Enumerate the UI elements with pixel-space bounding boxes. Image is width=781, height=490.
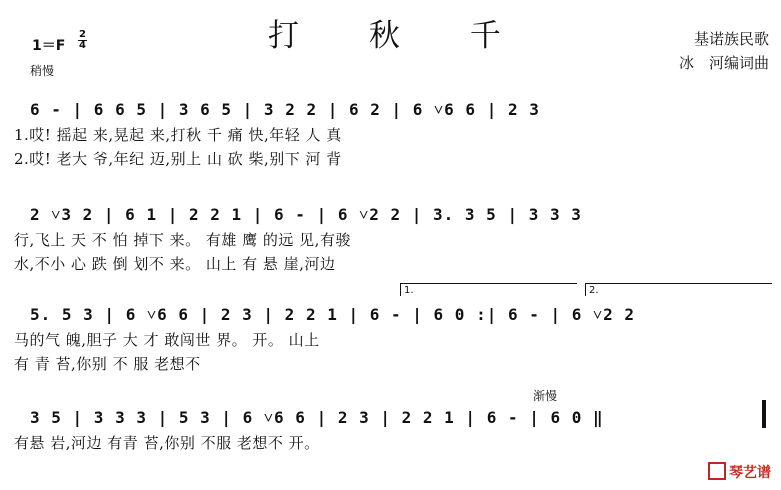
time-signature-bottom: 4	[79, 40, 86, 51]
lyric-verse-1: 行,飞上 天 不 怕 掉下 来。 有雄 鹰 的远 见,有骏	[14, 231, 351, 249]
logo-icon	[708, 462, 726, 480]
tempo-marking-end: 渐慢	[533, 389, 558, 403]
credit-origin: 基诺族民歌	[693, 30, 769, 48]
time-signature	[78, 30, 87, 51]
lyric-verse-2: 2.哎! 老大 爷,年纪 迈,别上 山 砍 柴,别下 河 背	[14, 150, 342, 168]
notes-line: 6 - | 6 6 5 | 3 6 5 | 3 2 2 | 6 2 | 6 ˅6 6 | 2 3	[30, 100, 540, 119]
time-signature-top: 2	[79, 29, 86, 40]
lyric-verse-1: 有悬 岩,河边 有青 苔,你别 不服 老想不 开。	[14, 434, 320, 452]
song-title: 打 秋 千	[268, 18, 531, 54]
notes-line: 2 ˅3 2 | 6 1 | 2 2 1 | 6 - | 6 ˅2 2 | 3. 3 5 | 3 3 3	[30, 205, 582, 224]
volta-second-ending: 2.	[585, 283, 772, 296]
watermark-logo	[708, 462, 771, 482]
watermark-text: 琴艺谱	[729, 465, 771, 481]
notes-line: 3 5 | 3 3 3 | 5 3 | 6 ˅6 6 | 2 3 | 2 2 1 | 6 - | 6 0 ‖	[30, 408, 604, 427]
lyric-verse-1: 马的气 魄,胆子 大 才 敢闯世 界。 开。 山上	[14, 331, 320, 349]
lyric-verse-1: 1.哎! 摇起 来,晃起 来,打秋 千 痛 快,年轻 人 真	[14, 126, 342, 144]
final-barline	[762, 400, 766, 428]
credit-author: 冰 河编词曲	[678, 54, 769, 72]
lyric-verse-2: 水,不小 心 跌 倒 划不 来。 山上 有 悬 崖,河边	[14, 255, 336, 273]
tempo-marking-start: 稍慢	[30, 64, 55, 78]
lyric-verse-2: 有 青 苔,你别 不 服 老想不	[14, 355, 201, 373]
notes-line: 5. 5 3 | 6 ˅6 6 | 2 3 | 2 2 1 | 6 - | 6 0 :| 6 - | 6 ˅2 2	[30, 305, 636, 324]
key-signature: 1＝F	[32, 38, 66, 54]
volta-first-ending: 1.	[400, 283, 577, 296]
